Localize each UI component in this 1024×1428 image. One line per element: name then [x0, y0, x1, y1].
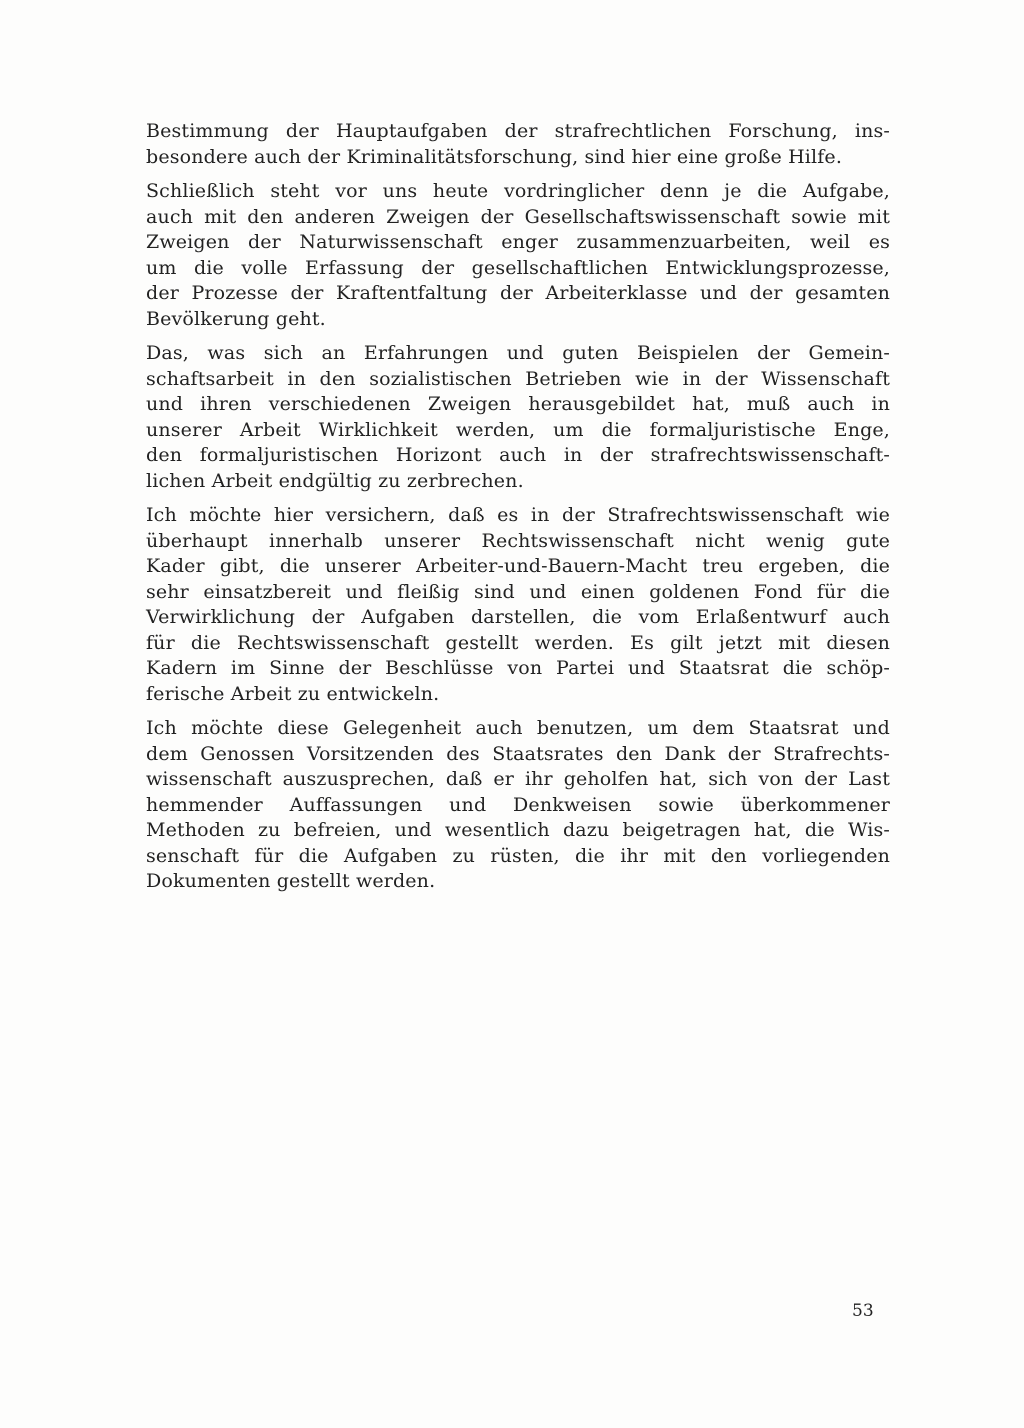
text-line: Ich möchte diese Gelegenheit auch benutzen, um dem Staatsrat und: [146, 717, 890, 739]
text-line: unserer Arbeit Wirklichkeit werden, um die formaljuristische Enge,: [146, 418, 890, 441]
text-line: Verwirklichung der Aufgaben darstellen, die vom Erlaßentwurf auch: [146, 606, 890, 628]
text-line: senschaft für die Aufgaben zu rüsten, die ihr mit den vorliegenden: [146, 844, 890, 867]
text-line: den formaljuristischen Horizont auch in der strafrechtswissenschaft-: [146, 444, 890, 466]
text-line: dem Genossen Vorsitzenden des Staatsrates den Dank der Strafrechts-: [146, 742, 890, 765]
text-line: Kader gibt, die unserer Arbeiter-und-Bauern-Macht treu ergeben, die: [146, 555, 890, 577]
text-line: um die volle Erfassung der gesellschaftlichen Entwicklungsprozesse,: [146, 256, 890, 279]
text-line: Kadern im Sinne der Beschlüsse von Partei und Staatsrat die schöp-: [146, 657, 890, 679]
text-line: wissenschaft auszusprechen, daß er ihr geholfen hat, sich von der Last: [146, 768, 890, 790]
text-line: schaftsarbeit in den sozialistischen Betrieben wie in der Wissenschaft: [146, 367, 890, 390]
paragraph-3: [146, 341, 890, 494]
text-line: ferische Arbeit zu entwickeln.: [146, 682, 440, 705]
text-line: überhaupt innerhalb unserer Rechtswissenschaft nicht wenig gute: [146, 529, 890, 552]
text-line: auch mit den anderen Zweigen der Gesellschaftswissenschaft sowie mit: [146, 205, 890, 228]
body-text: [146, 119, 890, 904]
text-line: Das, was sich an Erfahrungen und guten Beispielen der Gemein-: [146, 342, 890, 364]
paragraph-5: [146, 716, 890, 895]
text-line: besondere auch der Kriminalitätsforschung, sind hier eine große Hilfe.: [146, 145, 843, 168]
text-line: für die Rechtswissenschaft gestellt werden. Es gilt jetzt mit diesen: [146, 631, 890, 654]
text-line: Bevölkerung geht.: [146, 307, 326, 330]
text-line: Zweigen der Naturwissenschaft enger zusammenzuarbeiten, weil es: [146, 231, 890, 253]
text-line: Ich möchte hier versichern, daß es in der Strafrechtswissenschaft wie: [146, 504, 890, 526]
text-line: Bestimmung der Hauptaufgaben der strafrechtlichen Forschung, ins-: [146, 120, 890, 142]
page-number: 53: [852, 1301, 874, 1321]
text-line: Methoden zu befreien, und wesentlich dazu beigetragen hat, die Wis-: [146, 819, 890, 841]
paragraph-2: [146, 179, 890, 332]
text-line: und ihren verschiedenen Zweigen herausgebildet hat, muß auch in: [146, 393, 890, 415]
text-line: sehr einsatzbereit und fleißig sind und einen goldenen Fond für die: [146, 580, 890, 603]
paragraph-4: [146, 503, 890, 707]
text-line: Dokumenten gestellt werden.: [146, 870, 436, 892]
text-line: Schließlich steht vor uns heute vordringlicher denn je die Aufgabe,: [146, 180, 890, 202]
text-line: lichen Arbeit endgültig zu zerbrechen.: [146, 469, 524, 492]
text-line: der Prozesse der Kraftentfaltung der Arbeiterklasse und der gesamten: [146, 282, 890, 304]
text-line: hemmender Auffassungen und Denkweisen sowie überkommener: [146, 793, 890, 816]
paragraph-1: [146, 119, 890, 170]
